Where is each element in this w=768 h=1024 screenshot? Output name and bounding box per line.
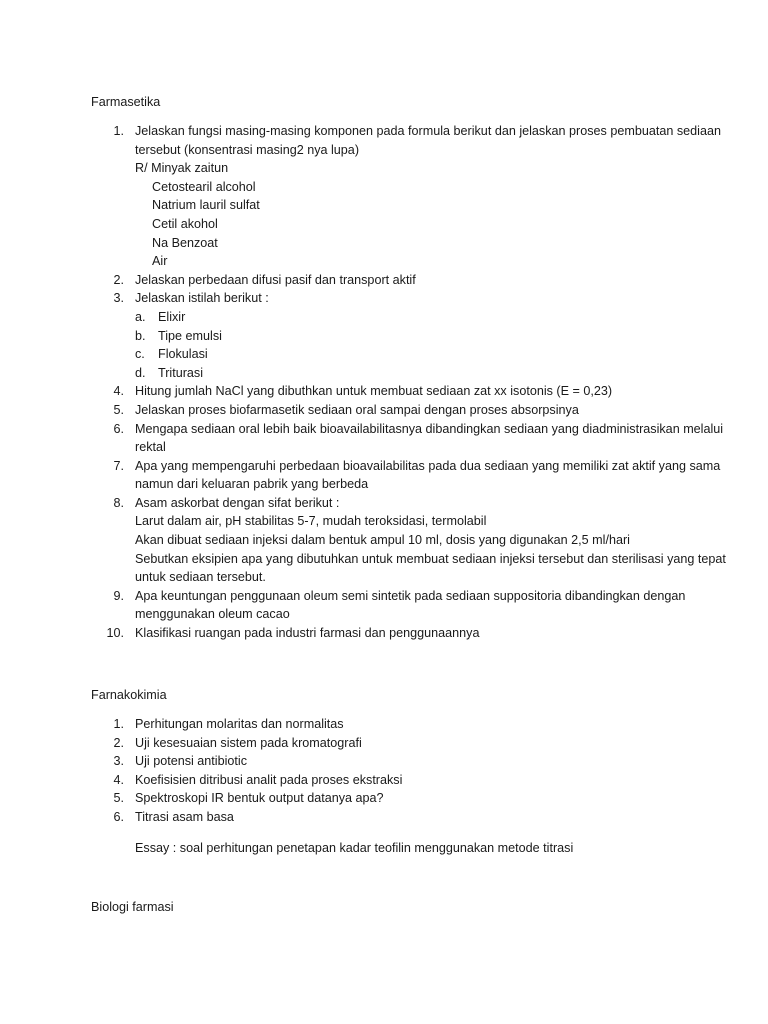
section-heading-biologi-farmasi: Biologi farmasi bbox=[91, 900, 174, 914]
question-item bbox=[91, 271, 748, 290]
list-item bbox=[91, 752, 748, 771]
item-text: Uji potensi antibiotic bbox=[135, 754, 248, 769]
question-number: 4. bbox=[113, 384, 124, 399]
sub-item-text: Tipe emulsi bbox=[158, 328, 222, 343]
ingredient: Natrium lauril sulfat bbox=[152, 198, 260, 213]
question-number: 6. bbox=[113, 421, 124, 436]
question-number: 2. bbox=[113, 272, 124, 287]
sub-item-text: Elixir bbox=[158, 309, 186, 324]
ingredient: Cetil akohol bbox=[152, 216, 218, 231]
question-item bbox=[91, 401, 748, 420]
item-number: 6. bbox=[113, 809, 124, 824]
question-text: Larut dalam air, pH stabilitas 5-7, mudah teroksidasi, termolabil bbox=[135, 514, 487, 529]
farnakokimia-topic-list bbox=[91, 715, 748, 827]
question-number: 3. bbox=[113, 291, 124, 306]
sub-item bbox=[91, 308, 748, 382]
item-text: Titrasi asam basa bbox=[135, 809, 234, 824]
question-text: Jelaskan istilah berikut : bbox=[135, 291, 269, 306]
item-text: Uji kesesuaian sistem pada kromatografi bbox=[135, 735, 362, 750]
list-item bbox=[91, 771, 748, 790]
item-number: 2. bbox=[113, 735, 124, 750]
question-item bbox=[91, 624, 748, 643]
question-number: 1. bbox=[113, 124, 124, 138]
item-number: 1. bbox=[113, 717, 124, 731]
list-item bbox=[91, 715, 748, 734]
question-number: 10. bbox=[106, 626, 124, 641]
question-item bbox=[91, 457, 748, 494]
ingredient: Cetostearil alcohol bbox=[152, 179, 256, 194]
sub-item-text: Triturasi bbox=[158, 365, 204, 380]
question-text: Jelaskan perbedaan difusi pasif dan transport aktif bbox=[135, 272, 416, 287]
farmasetika-question-list bbox=[91, 122, 748, 643]
question-text: Apa keuntungan penggunaan oleum semi sintetik pada sediaan suppositoria dibandingkan dengan menggunakan oleum cacao bbox=[135, 588, 686, 622]
list-item bbox=[91, 808, 748, 827]
item-text: Spektroskopi IR bentuk output datanya apa? bbox=[135, 791, 384, 806]
question-text: Sebutkan eksipien apa yang dibutuhkan untuk membuat sediaan injeksi tersebut dan sterilisasi yang tepat untuk sediaan tersebut. bbox=[135, 551, 726, 585]
sub-item-letter: b. bbox=[135, 328, 146, 343]
item-number: 5. bbox=[113, 791, 124, 806]
item-text: Koefisisien ditribusi analit pada proses ekstraksi bbox=[135, 772, 403, 787]
question-item bbox=[91, 122, 748, 271]
question-text: Hitung jumlah NaCl yang dibuthkan untuk membuat sediaan zat xx isotonis (E = 0,23) bbox=[135, 384, 613, 399]
item-text: Perhitungan molaritas dan normalitas bbox=[135, 717, 344, 731]
question-text: Apa yang mempengaruhi perbedaan bioavailabilitas pada dua sediaan yang memiliki zat aktif yang sama namun dari keluaran pabrik yang berbeda bbox=[135, 458, 721, 492]
question-item bbox=[91, 587, 748, 624]
ingredient: Air bbox=[152, 254, 168, 269]
item-number: 4. bbox=[113, 772, 124, 787]
question-text: Klasifikasi ruangan pada industri farmasi dan penggunaannya bbox=[135, 626, 480, 641]
question-text: Akan dibuat sediaan injeksi dalam bentuk ampul 10 ml, dosis yang digunakan 2,5 ml/hari bbox=[135, 533, 630, 548]
question-text: Jelaskan fungsi masing-masing komponen pada formula berikut dan jelaskan proses pembuatan sediaan tersebut (konsentrasi masing2 nya lupa) bbox=[135, 124, 721, 157]
question-number: 8. bbox=[113, 495, 124, 510]
sub-item-letter: d. bbox=[135, 365, 146, 380]
essay-note: Essay : soal perhitungan penetapan kadar teofilin menggunakan metode titrasi bbox=[135, 841, 574, 855]
ingredient: Na Benzoat bbox=[152, 235, 218, 250]
list-item bbox=[91, 734, 748, 753]
sub-item-letter: a. bbox=[135, 309, 146, 324]
question-item bbox=[91, 494, 748, 587]
section-heading-farmasetika: Farmasetika bbox=[91, 95, 161, 109]
section-heading-farnakokimia: Farnakokimia bbox=[91, 688, 167, 702]
question-number: 5. bbox=[113, 402, 124, 417]
question-item bbox=[91, 289, 748, 308]
list-item bbox=[91, 789, 748, 808]
question-item bbox=[91, 420, 748, 457]
sub-item-letter: c. bbox=[135, 347, 145, 362]
question-text: Mengapa sediaan oral lebih baik bioavailabilitasnya dibandingkan sediaan yang diadministrasikan melalui rektal bbox=[135, 421, 724, 455]
question-item bbox=[91, 382, 748, 401]
question-number: 7. bbox=[113, 458, 124, 473]
question-number: 9. bbox=[113, 588, 124, 603]
item-number: 3. bbox=[113, 754, 124, 769]
question-text: Asam askorbat dengan sifat berikut : bbox=[135, 495, 340, 510]
sub-item-text: Flokulasi bbox=[158, 347, 208, 362]
question-text: Jelaskan proses biofarmasetik sediaan oral sampai dengan proses absorpsinya bbox=[135, 402, 579, 417]
prescription-line: R/ Minyak zaitun bbox=[135, 161, 229, 176]
